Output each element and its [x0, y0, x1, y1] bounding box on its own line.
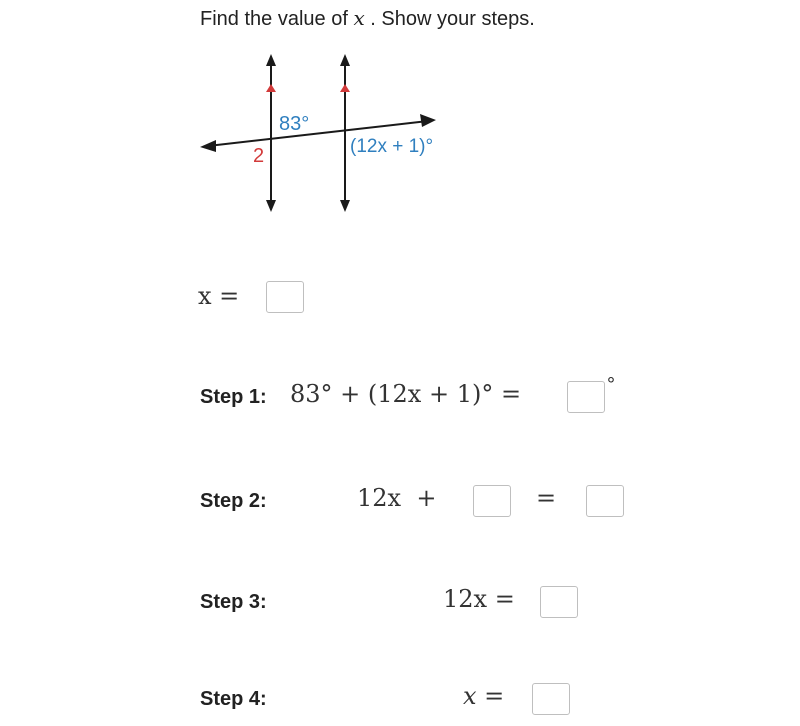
prompt-variable: x [353, 6, 365, 30]
step-2-expression: 12x + [357, 484, 437, 512]
step-3-label: Step 3: [200, 591, 267, 613]
prompt-text-before: Find the value of [200, 8, 348, 30]
step-3-input[interactable] [540, 586, 578, 618]
transversal-left-arrow-icon [200, 140, 216, 152]
answer-lhs: x = [198, 282, 240, 310]
step-1-degree-symbol: ° [607, 374, 615, 396]
step-4-expression: x = [463, 682, 505, 710]
parallel-mark-right-icon [340, 84, 350, 92]
step-2-input-2[interactable] [586, 485, 624, 517]
step-1-label: Step 1: [200, 386, 267, 408]
step-2-equals: = [536, 484, 557, 512]
left-line-bottom-arrow-icon [266, 200, 276, 212]
parallel-mark-left-icon [266, 84, 276, 92]
step-2-label: Step 2: [200, 490, 267, 512]
right-line-bottom-arrow-icon [340, 200, 350, 212]
step-4-label: Step 4: [200, 688, 267, 710]
prompt-text-after: . Show your steps. [370, 8, 535, 30]
step-4-input[interactable] [532, 683, 570, 715]
right-line-top-arrow-icon [340, 54, 350, 66]
step-1-expression: 83° + (12x + 1)° = [290, 380, 522, 408]
angle-expression-label: (12x + 1)° [350, 136, 434, 157]
left-line-top-arrow-icon [266, 54, 276, 66]
answer-x-input[interactable] [266, 281, 304, 313]
angle-83-label: 83° [279, 113, 310, 135]
transversal-right-arrow-icon [420, 114, 436, 127]
step-2-input-1[interactable] [473, 485, 511, 517]
parallel-lines-diagram [196, 48, 466, 218]
step-3-expression: 12x = [443, 585, 515, 613]
step-1-input[interactable] [567, 381, 605, 413]
question-prompt [200, 6, 535, 31]
angle-2-label: 2 [253, 145, 265, 167]
